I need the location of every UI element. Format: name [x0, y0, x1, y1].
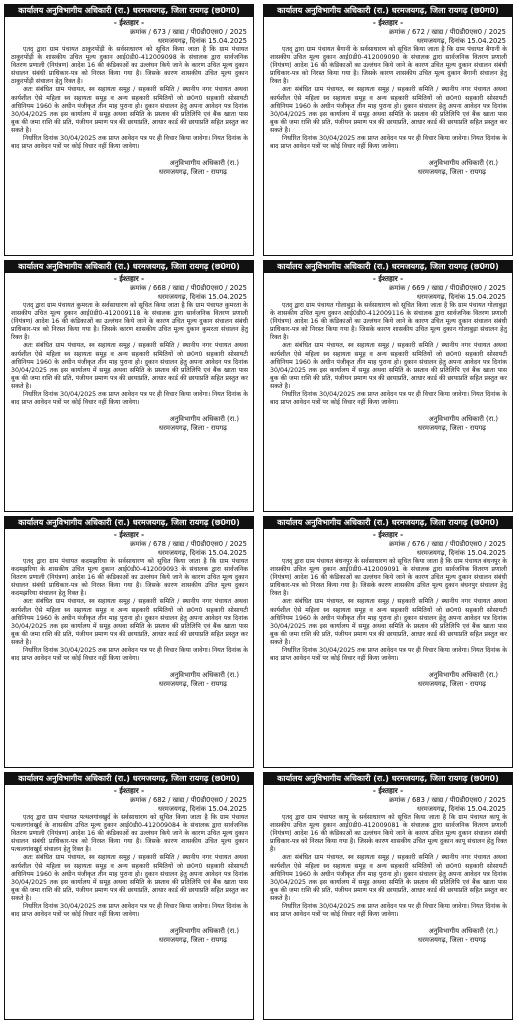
- notice-body: [5, 302, 253, 407]
- notice-ref: क्रमांक / 678 / खाद्य / पी0डी0एस0 / 2025: [130, 540, 247, 548]
- notice-signatory: अनुविभागीय अधिकारी (रा.): [428, 415, 498, 424]
- notice-para-1: एतद् द्वारा ग्राम पंचायत कापू के सर्वसाधारण को सूचित किया जाता है कि ग्राम पंचायत कापू के शासकीय उचित मूल्य दुकान आई0डी0-412009081 के संचालक द्वारा सार्वजनिक वितरण प्रणाली (नियंत्रण) आदेश 16 की कंडिकाओं का उल्लंघन किये जाने के कारण उचित मूल्य दुकान संचालन संबंधी प्राधिकार-पत्र को निरस्त किया गया है। जिसके कारण शासकीय उचित मूल्य दुकान कापू संचालन हेतु रिक्त है।: [270, 814, 507, 854]
- notice-signatory: अनुविभागीय अधिकारी (रा.): [428, 159, 498, 168]
- notice-signatory-place: धरमजयगढ़, जिला - रायगढ़: [158, 168, 227, 177]
- notice-signatory: अनुविभागीय अधिकारी (रा.): [169, 671, 239, 680]
- notice-para-2: अतः संबंधित ग्राम पंचायत, स्व सहायता समूह / सहकारी समिति / स्थानीय नगर पंचायत अथवा कार्यशील ऐसे महिला स्व सहायता समूह व अन्य सहकारी समितियों जो छ0ग0 सहकारी सोसायटी अधिनियम 1960 के अधीन पंजीकृत तीन माह पुराना हो। दुकान संचालन हेतु अपना आवेदन पत्र दिनांक 30/04/2025 तक इस कार्यालय में समूह अथवा समिति के प्रस्ताव की प्रतिलिपि एवं बैंक खाता पास बुक की जमा राशि की प्रति, पंजीयन प्रमाण पत्र की छायाप्रति, आधार कार्ड की छायाप्रति सहित प्रस्तुत कर सकते है।: [11, 598, 248, 646]
- notice-signatory-place: धरमजयगढ़, जिला - रायगढ़: [417, 168, 486, 177]
- notice-para-3: निर्धारित दिनांक 30/04/2025 तक प्राप्त आवेदन पत्र पर ही विचार किया जावेगा। नियत दिनांक के बाद प्राप्त आवेदन पत्रों पर कोई विचार नहीं किया जावेगा।: [11, 903, 248, 919]
- notice-para-2: अतः संबंधित ग्राम पंचायत, स्व सहायता समूह / सहकारी समिति / स्थानीय नगर पंचायत अथवा कार्यशील ऐसे महिला स्व सहायता समूह व अन्य सहकारी समितियों जो छ0ग0 सहकारी सोसायटी अधिनियम 1960 के अधीन पंजीकृत तीन माह पुराना हो। दुकान संचालन हेतु अपना आवेदन पत्र दिनांक 30/04/2025 तक इस कार्यालय में समूह अथवा समिति के प्रस्ताव की प्रतिलिपि एवं बैंक खाता पास बुक की जमा राशि की प्रति, पंजीयन प्रमाण पत्र की छायाप्रति, आधार कार्ड की छायाप्रति सहित प्रस्तुत कर सकते है।: [270, 342, 507, 390]
- notice-place-date: धरमजयगढ़, दिनांक 15.04.2025: [157, 293, 247, 301]
- notice-para-2: अतः संबंधित ग्राम पंचायत, स्व सहायता समूह / सहकारी समिति / स्थानीय नगर पंचायत अथवा कार्यशील ऐसे महिला स्व सहायता समूह व अन्य सहकारी समितियों जो छ0ग0 सहकारी सोसायटी अधिनियम 1960 के अधीन पंजीकृत तीन माह पुराना हो। दुकान संचालन हेतु अपना आवेदन पत्र दिनांक 30/04/2025 तक इस कार्यालय में समूह अथवा समिति के प्रस्ताव की प्रतिलिपि एवं बैंक खाता पास बुक की जमा राशि की प्रति, पंजीयन प्रमाण पत्र की छायाप्रति, आधार कार्ड की छायाप्रति सहित प्रस्तुत कर सकते है।: [11, 854, 248, 902]
- notice-669: [263, 260, 513, 512]
- notice-place-date: धरमजयगढ़, दिनांक 15.04.2025: [157, 805, 247, 813]
- notice-para-1: एतद् द्वारा ग्राम पंचायत कुमरता के सर्वसाधारण को सूचित किया जाता है कि ग्राम पंचायत कुमरता के शासकीय उचित मूल्य दुकान आई0डी0-412009118 के संचालक द्वारा सार्वजनिक वितरण प्रणाली (नियंत्रण) आदेश 16 की कंडिकाओं का उल्लंघन किये जाने के कारण उचित मूल्य दुकान संचालन संबंधी प्राधिकार-पत्र को निरस्त किया गया है। जिसके कारण शासकीय उचित मूल्य दुकान कुमरता संचालन हेतु रिक्त है।: [11, 302, 248, 342]
- notice-signatory-place: धरमजयगढ़, जिला - रायगढ़: [417, 936, 486, 945]
- notice-signatory: अनुविभागीय अधिकारी (रा.): [169, 159, 239, 168]
- notice-place-date: धरमजयगढ़, दिनांक 15.04.2025: [416, 293, 506, 301]
- notice-title: - ईश्तहार -: [372, 786, 404, 795]
- notice-para-3: निर्धारित दिनांक 30/04/2025 तक प्राप्त आवेदन पत्र पर ही विचार किया जावेगा। नियत दिनांक के बाद प्राप्त आवेदन पत्रों पर कोई विचार नहीं किया जावेगा।: [270, 135, 507, 151]
- notice-place-date: धरमजयगढ़, दिनांक 15.04.2025: [416, 549, 506, 557]
- notice-ref: क्रमांक / 676 / खाद्य / पी0डी0एस0 / 2025: [389, 540, 506, 548]
- notice-place-date: धरमजयगढ़, दिनांक 15.04.2025: [157, 549, 247, 557]
- notice-title: - ईश्तहार -: [113, 786, 145, 795]
- notice-body: [264, 814, 512, 919]
- notice-place-date: धरमजयगढ़, दिनांक 15.04.2025: [157, 37, 247, 45]
- notice-para-1: एतद् द्वारा ग्राम पंचायत बंधनपुर के सर्वसाधारण को सूचित किया जाता है कि ग्राम पंचायत बंधनपुर के शासकीय उचित मूल्य दुकान आई0डी0-412009091 के संचालक द्वारा सार्वजनिक वितरण प्रणाली (नियंत्रण) आदेश 16 की कंडिकाओं का उल्लंघन किये जाने के कारण उचित मूल्य दुकान संचालन संबंधी प्राधिकार-पत्र को निरस्त किया गया है। जिसके कारण शासकीय उचित मूल्य दुकान बंधनपुर संचालन हेतु रिक्त है।: [270, 558, 507, 598]
- notice-682: [4, 772, 254, 1020]
- notice-header: कार्यालय अनुविभागीय अधिकारी (रा.) धरमजयगढ़, जिला रायगढ़ (छ0ग0): [264, 773, 512, 785]
- notice-title: - ईश्तहार -: [113, 530, 145, 539]
- notice-title: - ईश्तहार -: [113, 18, 145, 27]
- notice-para-2: अतः संबंधित ग्राम पंचायत, स्व सहायता समूह / सहकारी समिति / स्थानीय नगर पंचायत अथवा कार्यशील ऐसे महिला स्व सहायता समूह व अन्य सहकारी समितियों जो छ0ग0 सहकारी सोसायटी अधिनियम 1960 के अधीन पंजीकृत तीन माह पुराना हो। दुकान संचालन हेतु अपना आवेदन पत्र दिनांक 30/04/2025 तक इस कार्यालय में समूह अथवा समिति के प्रस्ताव की प्रतिलिपि एवं बैंक खाता पास बुक की जमा राशि की प्रति, पंजीयन प्रमाण पत्र की छायाप्रति, आधार कार्ड की छायाप्रति सहित प्रस्तुत कर सकते है।: [11, 342, 248, 390]
- notice-signatory: अनुविभागीय अधिकारी (रा.): [428, 671, 498, 680]
- notice-para-1: एतद् द्वारा ग्राम पंचायत गोलाबुड़ा के सर्वसाधारण को सूचित किया जाता है कि ग्राम पंचायत गोलाबुड़ा के शासकीय उचित मूल्य दुकान आई0डी0-412009116 के संचालक द्वारा सार्वजनिक वितरण प्रणाली (नियंत्रण) आदेश 16 की कंडिकाओं का उल्लंघन किये जाने के कारण उचित मूल्य दुकान संचालन संबंधी प्राधिकार-पत्र को निरस्त किया गया है। जिसके कारण शासकीय उचित मूल्य दुकान गोलाबुड़ा संचालन हेतु रिक्त है।: [270, 302, 507, 342]
- notice-668: [4, 260, 254, 512]
- notice-title: - ईश्तहार -: [372, 18, 404, 27]
- notice-signatory-place: धरमजयगढ़, जिला - रायगढ़: [417, 680, 486, 689]
- notice-para-2: अतः संबंधित ग्राम पंचायत, स्व सहायता समूह / सहकारी समिति / स्थानीय नगर पंचायत अथवा कार्यशील ऐसे महिला स्व सहायता समूह व अन्य सहकारी समितियों जो छ0ग0 सहकारी सोसायटी अधिनियम 1960 के अधीन पंजीकृत तीन माह पुराना हो। दुकान संचालन हेतु अपना आवेदन पत्र दिनांक 30/04/2025 तक इस कार्यालय में समूह अथवा समिति के प्रस्ताव की प्रतिलिपि एवं बैंक खाता पास बुक की जमा राशि की प्रति, पंजीयन प्रमाण पत्र की छायाप्रति, आधार कार्ड की छायाप्रति सहित प्रस्तुत कर सकते है।: [270, 86, 507, 134]
- notice-para-3: निर्धारित दिनांक 30/04/2025 तक प्राप्त आवेदन पत्र पर ही विचार किया जावेगा। नियत दिनांक के बाद प्राप्त आवेदन पत्रों पर कोई विचार नहीं किया जावेगा।: [11, 135, 248, 151]
- notice-ref: क्रमांक / 669 / खाद्य / पी0डी0एस0 / 2025: [389, 284, 506, 292]
- notice-ref: क्रमांक / 668 / खाद्य / पी0डी0एस0 / 2025: [130, 284, 247, 292]
- notice-signatory: अनुविभागीय अधिकारी (रा.): [169, 927, 239, 936]
- notice-header: कार्यालय अनुविभागीय अधिकारी (रा.) धरमजयगढ़, जिला रायगढ़ (छ0ग0): [5, 261, 253, 273]
- notice-para-1: एतद् द्वारा ग्राम पंचायत बैगानी के सर्वसाधारण को सूचित किया जाता है कि ग्राम पंचायत बैगानी के शासकीय उचित मूल्य दुकान आई0डी0-412009090 के संचालक द्वारा सार्वजनिक वितरण प्रणाली (नियंत्रण) आदेश 16 की कंडिकाओं का उल्लंघन किये जाने के कारण उचित मूल्य दुकान संचालन संबंधी प्राधिकार-पत्र को निरस्त किया गया है। जिसके कारण शासकीय उचित मूल्य दुकान बैगानी संचालन हेतु रिक्त है।: [270, 46, 507, 86]
- notice-para-1: एतद् द्वारा ग्राम पंचायत पत्थलगांवखुर्द के सर्वसाधारण को सूचित किया जाता है कि ग्राम पंचायत पत्थलगांवखुर्द के शासकीय उचित मूल्य दुकान आई0डी0-412009084 के संचालक द्वारा सार्वजनिक वितरण प्रणाली (नियंत्रण) आदेश 16 की कंडिकाओं का उल्लंघन किये जाने के कारण उचित मूल्य दुकान संचालन संबंधी प्राधिकार-पत्र को निरस्त किया गया है। जिसके कारण शासकीय उचित मूल्य दुकान पत्थलगांवखुर्द संचालन हेतु रिक्त है।: [11, 814, 248, 854]
- notice-title: - ईश्तहार -: [372, 274, 404, 283]
- notice-para-1: एतद् द्वारा ग्राम पंचायत कदमझरिया के सर्वसाधारण को सूचित किया जाता है कि ग्राम पंचायत कदमझरिया के शासकीय उचित मूल्य दुकान आई0डी0-412009093 के संचालक द्वारा सार्वजनिक वितरण प्रणाली (नियंत्रण) आदेश 16 की कंडिकाओं का उल्लंघन किये जाने के कारण उचित मूल्य दुकान संचालन संबंधी प्राधिकार-पत्र को निरस्त किया गया है। जिसके कारण शासकीय उचित मूल्य दुकान कदमझरिया संचालन हेतु रिक्त है।: [11, 558, 248, 598]
- notice-ref: क्रमांक / 673 / खाद्य / पी0डी0एस0 / 2025: [130, 28, 247, 36]
- notice-676: [263, 516, 513, 768]
- notice-header: कार्यालय अनुविभागीय अधिकारी (रा.) धरमजयगढ़, जिला रायगढ़ (छ0ग0): [5, 5, 253, 17]
- notice-header: कार्यालय अनुविभागीय अधिकारी (रा.) धरमजयगढ़, जिला रायगढ़ (छ0ग0): [264, 261, 512, 273]
- notice-ref: क्रमांक / 672 / खाद्य / पी0डी0एस0 / 2025: [389, 28, 506, 36]
- notice-683: [263, 772, 513, 1020]
- notice-673: [4, 4, 254, 256]
- notice-body: [5, 46, 253, 151]
- notice-signatory: अनुविभागीय अधिकारी (रा.): [169, 415, 239, 424]
- notice-para-3: निर्धारित दिनांक 30/04/2025 तक प्राप्त आवेदन पत्र पर ही विचार किया जावेगा। नियत दिनांक के बाद प्राप्त आवेदन पत्रों पर कोई विचार नहीं किया जावेगा।: [11, 391, 248, 407]
- notice-body: [5, 814, 253, 919]
- notice-body: [264, 302, 512, 407]
- notice-place-date: धरमजयगढ़, दिनांक 15.04.2025: [416, 805, 506, 813]
- notice-para-3: निर्धारित दिनांक 30/04/2025 तक प्राप्त आवेदन पत्र पर ही विचार किया जावेगा। नियत दिनांक के बाद प्राप्त आवेदन पत्रों पर कोई विचार नहीं किया जावेगा।: [11, 647, 248, 663]
- notice-para-3: निर्धारित दिनांक 30/04/2025 तक प्राप्त आवेदन पत्र पर ही विचार किया जावेगा। नियत दिनांक के बाद प्राप्त आवेदन पत्रों पर कोई विचार नहीं किया जावेगा।: [270, 903, 507, 919]
- notice-header: कार्यालय अनुविभागीय अधिकारी (रा.) धरमजयगढ़, जिला रायगढ़ (छ0ग0): [5, 773, 253, 785]
- notice-ref: क्रमांक / 682 / खाद्य / पी0डी0एस0 / 2025: [130, 796, 247, 804]
- notice-signatory-place: धरमजयगढ़, जिला - रायगढ़: [158, 680, 227, 689]
- notice-signatory-place: धरमजयगढ़, जिला - रायगढ़: [158, 936, 227, 945]
- notice-signatory-place: धरमजयगढ़, जिला - रायगढ़: [417, 424, 486, 433]
- notice-672: [263, 4, 513, 256]
- notice-para-2: अतः संबंधित ग्राम पंचायत, स्व सहायता समूह / सहकारी समिति / स्थानीय नगर पंचायत अथवा कार्यशील ऐसे महिला स्व सहायता समूह व अन्य सहकारी समितियों जो छ0ग0 सहकारी सोसायटी अधिनियम 1960 के अधीन पंजीकृत तीन माह पुराना हो। दुकान संचालन हेतु अपना आवेदन पत्र दिनांक 30/04/2025 तक इस कार्यालय में समूह अथवा समिति के प्रस्ताव की प्रतिलिपि एवं बैंक खाता पास बुक की जमा राशि की प्रति, पंजीयन प्रमाण पत्र की छायाप्रति, आधार कार्ड की छायाप्रति सहित प्रस्तुत कर सकते है।: [270, 854, 507, 902]
- notice-para-3: निर्धारित दिनांक 30/04/2025 तक प्राप्त आवेदन पत्र पर ही विचार किया जावेगा। नियत दिनांक के बाद प्राप्त आवेदन पत्रों पर कोई विचार नहीं किया जावेगा।: [270, 391, 507, 407]
- notice-header: कार्यालय अनुविभागीय अधिकारी (रा.) धरमजयगढ़, जिला रायगढ़ (छ0ग0): [264, 5, 512, 17]
- notice-para-2: अतः संबंधित ग्राम पंचायत, स्व सहायता समूह / सहकारी समिति / स्थानीय नगर पंचायत अथवा कार्यशील ऐसे महिला स्व सहायता समूह व अन्य सहकारी समितियों जो छ0ग0 सहकारी सोसायटी अधिनियम 1960 के अधीन पंजीकृत तीन माह पुराना हो। दुकान संचालन हेतु अपना आवेदन पत्र दिनांक 30/04/2025 तक इस कार्यालय में समूह अथवा समिति के प्रस्ताव की प्रतिलिपि एवं बैंक खाता पास बुक की जमा राशि की प्रति, पंजीयन प्रमाण पत्र की छायाप्रति, आधार कार्ड की छायाप्रति सहित प्रस्तुत कर सकते है।: [270, 598, 507, 646]
- notice-body: [264, 558, 512, 663]
- notice-para-2: अतः संबंधित ग्राम पंचायत, स्व सहायता समूह / सहकारी समिति / स्थानीय नगर पंचायत अथवा कार्यशील ऐसे महिला स्व सहायता समूह व अन्य सहकारी समितियों जो छ0ग0 सहकारी सोसायटी अधिनियम 1960 के अधीन पंजीकृत तीन माह पुराना हो। दुकान संचालन हेतु अपना आवेदन पत्र दिनांक 30/04/2025 तक इस कार्यालय में समूह अथवा समिति के प्रस्ताव की प्रतिलिपि एवं बैंक खाता पास बुक की जमा राशि की प्रति, पंजीयन प्रमाण पत्र की छायाप्रति, आधार कार्ड की छायाप्रति सहित प्रस्तुत कर सकते है।: [11, 86, 248, 134]
- notice-para-3: निर्धारित दिनांक 30/04/2025 तक प्राप्त आवेदन पत्र पर ही विचार किया जावेगा। नियत दिनांक के बाद प्राप्त आवेदन पत्रों पर कोई विचार नहीं किया जावेगा।: [270, 647, 507, 663]
- notice-header: कार्यालय अनुविभागीय अधिकारी (रा.) धरमजयगढ़, जिला रायगढ़ (छ0ग0): [264, 517, 512, 529]
- notice-place-date: धरमजयगढ़, दिनांक 15.04.2025: [416, 37, 506, 45]
- notice-678: [4, 516, 254, 768]
- notice-body: [5, 558, 253, 663]
- notice-para-1: एतद् द्वारा ग्राम पंचायत ठाकुरपोंड़ी के सर्वसाधारण को सूचित किया जाता है कि ग्राम पंचायत ठाकुरपोंड़ी के शासकीय उचित मूल्य दुकान आई0डी0-412009098 के संचालक द्वारा सार्वजनिक वितरण प्रणाली (नियंत्रण) आदेश 16 की कंडिकाओं का उल्लंघन किये जाने के कारण उचित मूल्य दुकान संचालन संबंधी प्राधिकार-पत्र को निरस्त किया गया है। जिसके कारण शासकीय उचित मूल्य दुकान ठाकुरपोंड़ी संचालन हेतु रिक्त है।: [11, 46, 248, 86]
- notice-body: [264, 46, 512, 151]
- notice-header: कार्यालय अनुविभागीय अधिकारी (रा.) धरमजयगढ़, जिला रायगढ़ (छ0ग0): [5, 517, 253, 529]
- notice-ref: क्रमांक / 683 / खाद्य / पी0डी0एस0 / 2025: [389, 796, 506, 804]
- notice-signatory-place: धरमजयगढ़, जिला - रायगढ़: [158, 424, 227, 433]
- notice-title: - ईश्तहार -: [113, 274, 145, 283]
- notice-title: - ईश्तहार -: [372, 530, 404, 539]
- notice-signatory: अनुविभागीय अधिकारी (रा.): [428, 927, 498, 936]
